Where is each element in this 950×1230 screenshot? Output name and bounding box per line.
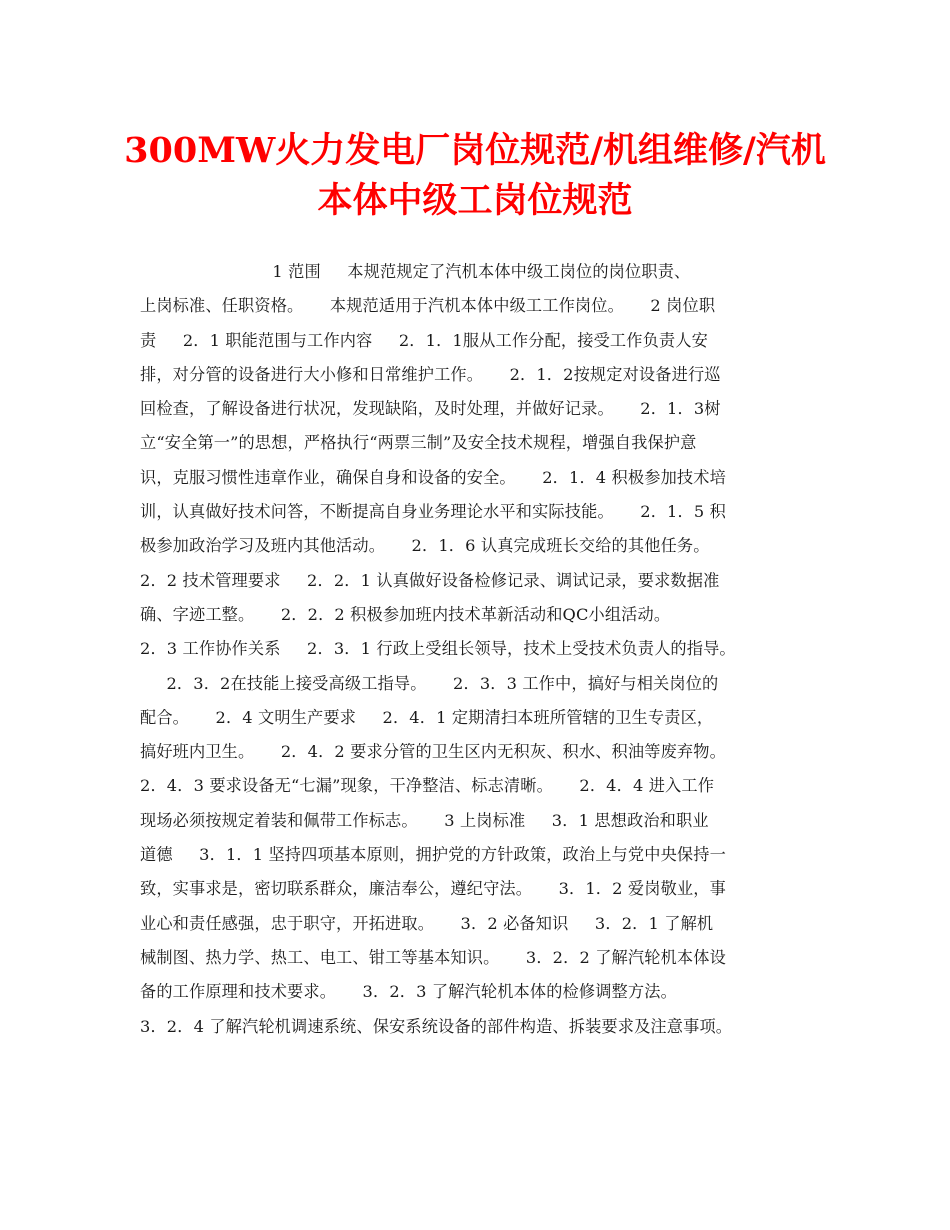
body-line: 现场必须按规定着装和佩带工作标志。 3 上岗标准 3．1 思想政治和职业 bbox=[140, 810, 709, 830]
body-line: 训，认真做好技术问答，不断提高自身业务理论水平和实际技能。 2．1．5 积 bbox=[140, 502, 726, 522]
body-line: 配合。 2．4 文明生产要求 2．4．1 定期清扫本班所管辖的卫生专责区， bbox=[140, 707, 714, 727]
body-line: 回检查，了解设备进行状况，发现缺陷，及时处理，并做好记录。 2．1．3树 bbox=[140, 399, 721, 419]
body-line: 备的工作原理和技术要求。 3．2．3 了解汽轮机本体的检修调整方法。 bbox=[140, 982, 677, 1002]
body-line: 业心和责任感强，忠于职守，开拓进取。 3．2 必备知识 3．2．1 了解机 bbox=[140, 913, 714, 933]
body-line: 搞好班内卫生。 2．4．2 要求分管的卫生区内无积灰、积水、积油等废弃物。 bbox=[140, 742, 726, 762]
document-body bbox=[140, 255, 812, 1044]
body-line: 极参加政治学习及班内其他活动。 2．1．6 认真完成班长交给的其他任务。 bbox=[140, 536, 710, 556]
body-line: 上岗标准、任职资格。 本规范适用于汽机本体中级工工作岗位。 2 岗位职 bbox=[140, 296, 716, 316]
body-line: 3．2．4 了解汽轮机调速系统、保安系统设备的部件构造、拆装要求及注意事项。 bbox=[140, 1016, 733, 1036]
body-line: 1 范围 本规范规定了汽机本体中级工岗位的岗位职责、 bbox=[140, 262, 691, 281]
body-line: 排，对分管的设备进行大小修和日常维护工作。 2．1．2按规定对设备进行巡 bbox=[140, 364, 721, 384]
document-title bbox=[100, 126, 850, 226]
body-line: 责 2．1 职能范围与工作内容 2．1．1服从工作分配，接受工作负责人安 bbox=[140, 330, 708, 350]
body-line: 2．4．3 要求设备无“七漏”现象，干净整洁、标志清晰。 2．4．4 进入工作 bbox=[140, 776, 715, 796]
body-line: 致，实事求是，密切联系群众，廉洁奉公，遵纪守法。 3．1．2 爱岗敬业，事 bbox=[140, 879, 726, 899]
body-line: 确、字迹工整。 2．2．2 积极参加班内技术革新活动和QC小组活动。 bbox=[140, 604, 671, 624]
body-line: 2．2 技术管理要求 2．2．1 认真做好设备检修记录、调试记录，要求数据准 bbox=[140, 570, 720, 590]
body-line: 械制图、热力学、热工、电工、钳工等基本知识。 3．2．2 了解汽轮机本体设 bbox=[140, 947, 726, 967]
body-line: 识，克服习惯性违章作业，确保自身和设备的安全。 2．1．4 积极参加技术培 bbox=[140, 467, 726, 487]
body-line: 2．3 工作协作关系 2．3．1 行政上受组长领导，技术上受技术负责人的指导。 bbox=[140, 639, 736, 659]
body-line: 2．3．2在技能上接受高级工指导。 2．3．3 工作中，搞好与相关岗位的 bbox=[140, 673, 719, 693]
body-line: 立“安全第一”的思想，严格执行“两票三制”及安全技术规程，增强自我保护意 bbox=[140, 433, 697, 453]
title-line-1: 300MW火力发电厂岗位规范/机组维修/汽机 bbox=[124, 130, 826, 171]
body-line: 道德 3．1．1 坚持四项基本原则，拥护党的方针政策，政治上与党中央保持一 bbox=[140, 845, 726, 865]
title-line-2: 本体中级工岗位规范 bbox=[317, 180, 633, 221]
